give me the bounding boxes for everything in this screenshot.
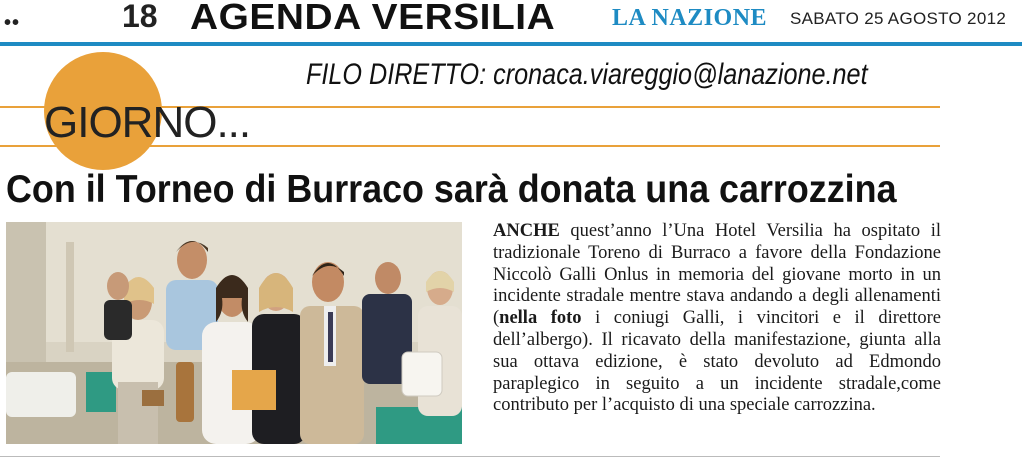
article-body [493,221,941,417]
article-text-part-2: i coniugi Galli, i vincitori e il direttore dell’albergo). Il ricavato della manifestazione, giunta alla sua ottava edizione, è stato devoluto ad Edmondo paraplegico in seguito a un incidente stradale,come contributo per l’acquisto di una speciale carrozzina. [493,308,941,416]
filo-diretto-contact: FILO DIRETTO: cronaca.viareggio@lanazione.net [306,58,868,91]
group-photo-image [6,222,462,444]
section-title: AGENDA VERSILIA [190,0,556,37]
page-number: 18 [122,0,158,34]
article-lead-word: ANCHE [493,221,560,241]
page-marker-dots: •• [4,12,21,34]
bottom-rule [0,456,940,457]
article-text-part-1: quest’anno l’Una Hotel Versilia ha ospitato il tradizionale Toreno di Burraco a favore della Fondazione Niccolò Galli Onlus in memoria del giovane morto in un incidente stradale mentre stava andando a degli allenamenti ( [493,221,941,329]
column-label: GIORNO... [44,98,251,147]
newspaper-name: LA NAZIONE [612,5,768,31]
issue-date: SABATO 25 AGOSTO 2012 [790,9,1007,28]
article-photo [6,222,462,444]
header-rule [0,42,1022,46]
photo-reference: nella foto [499,308,582,329]
article-headline: Con il Torneo di Burraco sarà donata una carrozzina [6,168,897,211]
